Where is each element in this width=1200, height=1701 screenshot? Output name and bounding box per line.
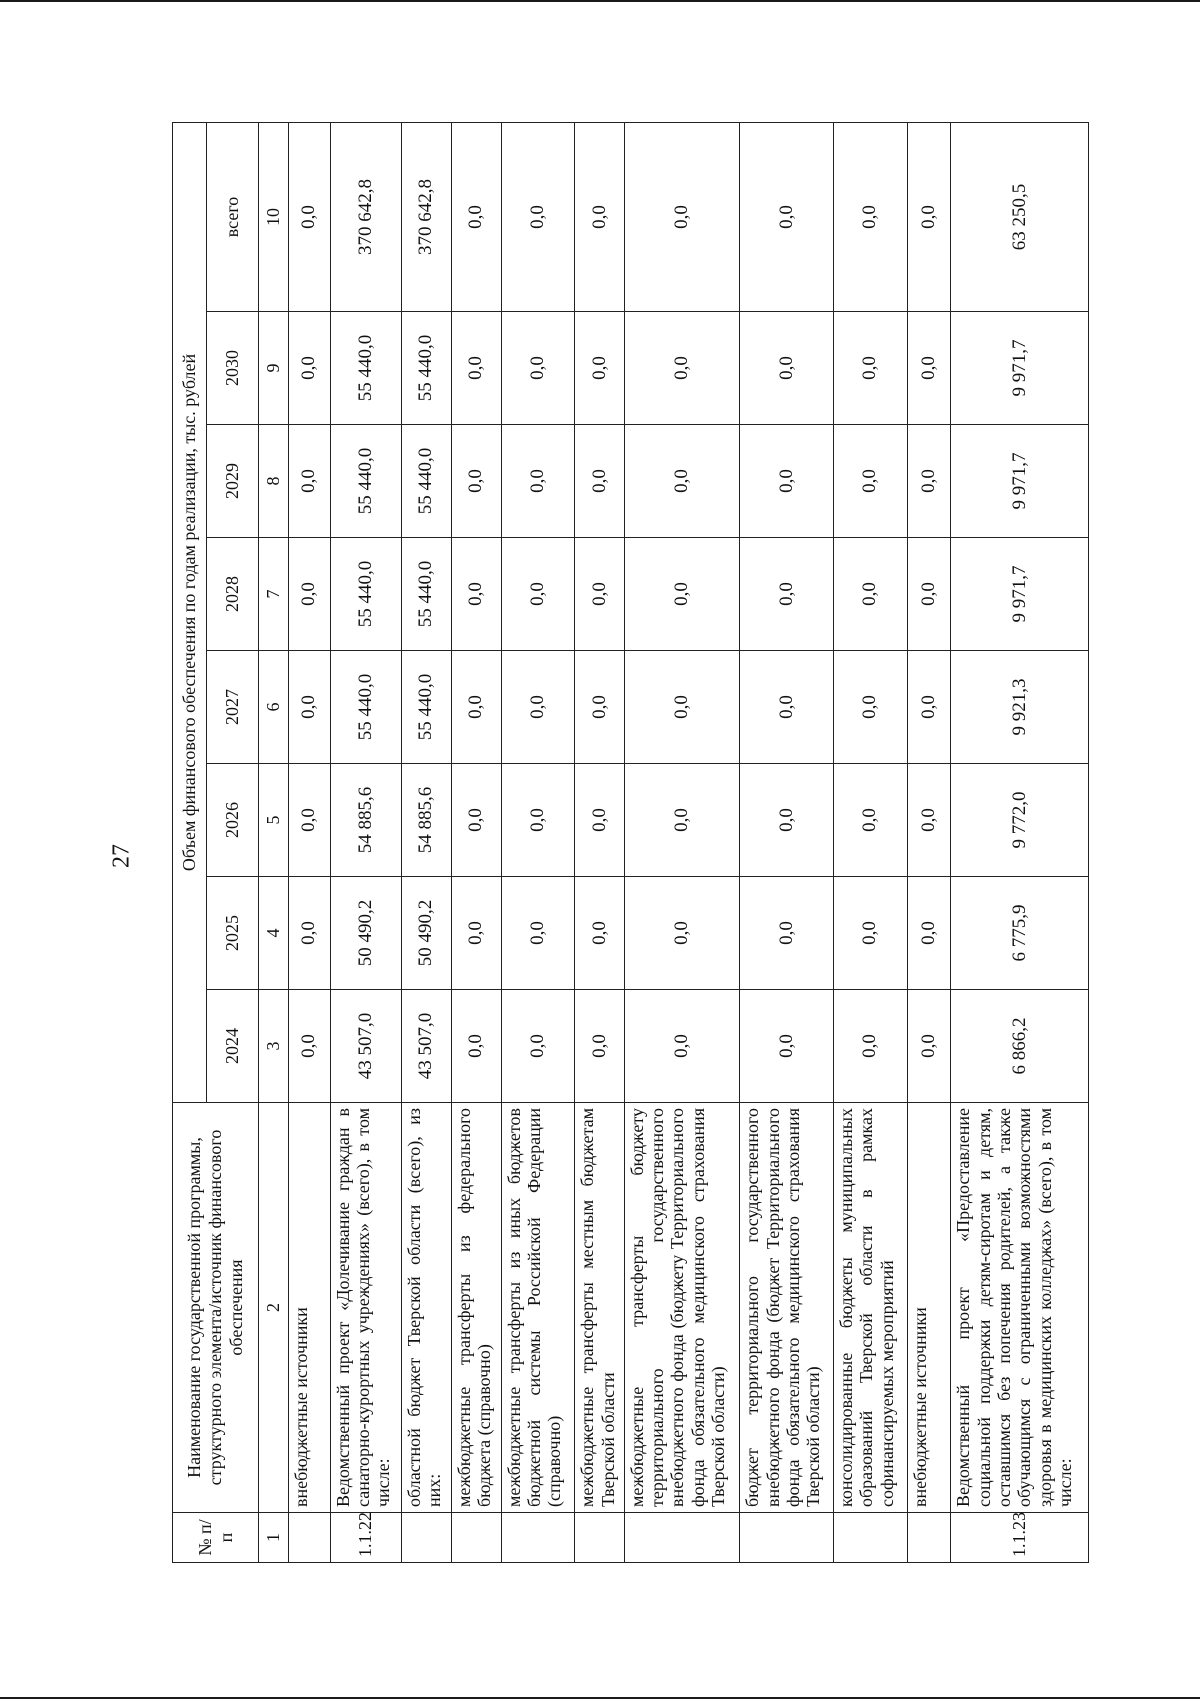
row-year-value: 0,0 — [740, 651, 834, 764]
row-total-value: 0,0 — [907, 122, 950, 311]
row-name: внебюджетные источники — [907, 1103, 950, 1513]
table-row — [740, 122, 834, 1562]
column-index: 3 — [259, 990, 289, 1103]
table-row — [907, 122, 950, 1562]
row-year-value: 9 921,3 — [951, 651, 1089, 764]
page-number: 27 — [108, 844, 135, 868]
header-year: 2024 — [207, 990, 259, 1103]
row-year-value: 54 885,6 — [330, 764, 402, 877]
row-name: межбюджетные трансферты из иных бюджетов бюджетной системы Российской Федерации (справочно) — [501, 1103, 575, 1513]
row-year-value: 0,0 — [501, 425, 575, 538]
row-total-value: 0,0 — [289, 122, 330, 311]
row-code — [289, 1513, 330, 1563]
row-code — [402, 1513, 452, 1563]
header-year: 2027 — [207, 651, 259, 764]
row-total-value: 0,0 — [834, 122, 908, 311]
header-number: № п/п — [173, 1513, 259, 1563]
row-year-value: 0,0 — [624, 877, 740, 990]
row-year-value: 0,0 — [575, 312, 625, 425]
row-year-value: 0,0 — [501, 651, 575, 764]
row-year-value: 0,0 — [740, 538, 834, 651]
row-year-value: 0,0 — [907, 990, 950, 1103]
row-year-value: 43 507,0 — [330, 990, 402, 1103]
header-year: 2025 — [207, 877, 259, 990]
row-year-value: 0,0 — [834, 764, 908, 877]
row-year-value: 55 440,0 — [402, 312, 452, 425]
row-year-value: 55 440,0 — [330, 538, 402, 651]
column-index: 8 — [259, 425, 289, 538]
row-year-value: 0,0 — [289, 425, 330, 538]
row-name: Ведомственный проект «Предоставление социальной поддержки детям-сиротам и детям, оставшимся без попечения родителей, а также обучающимся с ограниченными возможностями здоровья в медицинских колледжах» (всего), в том числе: — [951, 1103, 1089, 1513]
row-year-value: 0,0 — [501, 538, 575, 651]
row-code — [451, 1513, 501, 1563]
row-code — [575, 1513, 625, 1563]
financing-table-rotated — [172, 123, 1089, 1563]
table-row — [575, 122, 625, 1562]
row-name: Ведомственный проект «Долечивание граждан в санаторно-курортных учреждениях» (всего), в том числе: — [330, 1103, 402, 1513]
row-year-value: 0,0 — [907, 764, 950, 877]
header-financing-group: Объем финансового обеспечения по годам реализации, тыс. рублей — [173, 122, 207, 1102]
row-year-value: 0,0 — [834, 425, 908, 538]
table-row — [624, 122, 740, 1562]
row-year-value: 6 775,9 — [951, 877, 1089, 990]
row-year-value: 55 440,0 — [330, 651, 402, 764]
column-index: 4 — [259, 877, 289, 990]
row-year-value: 0,0 — [834, 990, 908, 1103]
column-index: 5 — [259, 764, 289, 877]
row-year-value: 6 866,2 — [951, 990, 1089, 1103]
scan-edge-bottom — [0, 1697, 1200, 1699]
table-row — [451, 122, 501, 1562]
row-year-value: 0,0 — [501, 877, 575, 990]
row-year-value: 0,0 — [289, 538, 330, 651]
row-code — [834, 1513, 908, 1563]
header-year: 2029 — [207, 425, 259, 538]
row-year-value: 0,0 — [834, 651, 908, 764]
row-year-value: 0,0 — [624, 764, 740, 877]
row-year-value: 0,0 — [740, 877, 834, 990]
column-index: 2 — [259, 1103, 289, 1513]
row-year-value: 0,0 — [451, 312, 501, 425]
row-total-value: 0,0 — [740, 122, 834, 311]
row-code — [624, 1513, 740, 1563]
row-year-value: 55 440,0 — [402, 425, 452, 538]
table-body — [259, 122, 1089, 1562]
row-year-value: 0,0 — [289, 877, 330, 990]
row-year-value: 0,0 — [575, 990, 625, 1103]
row-year-value: 43 507,0 — [402, 990, 452, 1103]
column-index-row — [259, 122, 289, 1562]
row-year-value: 0,0 — [289, 651, 330, 764]
row-year-value: 0,0 — [289, 312, 330, 425]
row-year-value: 50 490,2 — [330, 877, 402, 990]
header-year: 2030 — [207, 312, 259, 425]
row-year-value: 0,0 — [740, 990, 834, 1103]
row-code: 1.1.22 — [330, 1513, 402, 1563]
row-year-value: 0,0 — [740, 312, 834, 425]
row-year-value: 0,0 — [834, 312, 908, 425]
row-total-value: 0,0 — [624, 122, 740, 311]
row-year-value: 0,0 — [907, 425, 950, 538]
row-year-value: 0,0 — [501, 990, 575, 1103]
row-name: межбюджетные трансферты местным бюджетам Тверской области — [575, 1103, 625, 1513]
row-year-value: 9 971,7 — [951, 425, 1089, 538]
row-year-value: 0,0 — [740, 764, 834, 877]
column-index: 9 — [259, 312, 289, 425]
row-year-value: 0,0 — [575, 651, 625, 764]
row-year-value: 0,0 — [451, 764, 501, 877]
row-year-value: 0,0 — [907, 538, 950, 651]
row-year-value: 54 885,6 — [402, 764, 452, 877]
row-year-value: 0,0 — [289, 764, 330, 877]
row-year-value: 9 772,0 — [951, 764, 1089, 877]
row-year-value: 55 440,0 — [330, 425, 402, 538]
row-code — [907, 1513, 950, 1563]
row-name: областной бюджет Тверской области (всего), из них: — [402, 1103, 452, 1513]
table-row — [501, 122, 575, 1562]
row-year-value: 0,0 — [834, 877, 908, 990]
header-total: всего — [207, 122, 259, 311]
row-year-value: 0,0 — [575, 538, 625, 651]
row-year-value: 0,0 — [907, 312, 950, 425]
row-name: внебюджетные источники — [289, 1103, 330, 1513]
row-year-value: 9 971,7 — [951, 312, 1089, 425]
row-total-value: 0,0 — [575, 122, 625, 311]
row-name: консолидированные бюджеты муниципальных образований Тверской области в рамках софинансируемых мероприятий — [834, 1103, 908, 1513]
row-year-value: 0,0 — [907, 651, 950, 764]
row-year-value: 0,0 — [624, 651, 740, 764]
row-total-value: 63 250,5 — [951, 122, 1089, 311]
table-row — [330, 122, 402, 1562]
row-name: бюджет территориального государственного внебюджетного фонда (бюджет Территориального фонда обязательного медицинского страхования Тверской области) — [740, 1103, 834, 1513]
row-total-value: 370 642,8 — [330, 122, 402, 311]
row-year-value: 0,0 — [451, 651, 501, 764]
row-year-value: 0,0 — [451, 425, 501, 538]
row-year-value: 0,0 — [575, 877, 625, 990]
row-year-value: 0,0 — [575, 425, 625, 538]
row-code: 1.1.23 — [951, 1513, 1089, 1563]
header-name: Наименование государственной программы, структурного элемента/источник финансового обеспечения — [173, 1103, 259, 1513]
row-year-value: 0,0 — [907, 877, 950, 990]
header-year: 2026 — [207, 764, 259, 877]
row-year-value: 0,0 — [501, 764, 575, 877]
column-index: 1 — [259, 1513, 289, 1563]
table-row — [289, 122, 330, 1562]
row-code — [740, 1513, 834, 1563]
row-year-value: 0,0 — [624, 990, 740, 1103]
row-total-value: 370 642,8 — [402, 122, 452, 311]
row-name: межбюджетные трансферты бюджету территориального государственного внебюджетного фонда (бюджету Территориального фонда обязательного медицинского страхования Тверской области) — [624, 1103, 740, 1513]
row-year-value: 0,0 — [451, 877, 501, 990]
financing-table — [172, 122, 1089, 1563]
row-code — [501, 1513, 575, 1563]
row-year-value: 0,0 — [501, 312, 575, 425]
row-year-value: 0,0 — [740, 425, 834, 538]
row-total-value: 0,0 — [501, 122, 575, 311]
table-row — [402, 122, 452, 1562]
row-year-value: 55 440,0 — [330, 312, 402, 425]
header-year: 2028 — [207, 538, 259, 651]
row-year-value: 0,0 — [451, 990, 501, 1103]
row-year-value: 9 971,7 — [951, 538, 1089, 651]
row-year-value: 0,0 — [834, 538, 908, 651]
row-year-value: 0,0 — [575, 764, 625, 877]
row-year-value: 0,0 — [624, 425, 740, 538]
row-year-value: 0,0 — [624, 312, 740, 425]
row-year-value: 0,0 — [289, 990, 330, 1103]
row-year-value: 0,0 — [451, 538, 501, 651]
row-name: межбюджетные трансферты из федерального бюджета (справочно) — [451, 1103, 501, 1513]
column-index: 6 — [259, 651, 289, 764]
row-year-value: 50 490,2 — [402, 877, 452, 990]
column-index: 10 — [259, 122, 289, 311]
column-index: 7 — [259, 538, 289, 651]
row-year-value: 0,0 — [624, 538, 740, 651]
row-year-value: 55 440,0 — [402, 651, 452, 764]
scan-edge-top — [0, 0, 1200, 2]
row-year-value: 55 440,0 — [402, 538, 452, 651]
table-row — [834, 122, 908, 1562]
table-row — [951, 122, 1089, 1562]
row-total-value: 0,0 — [451, 122, 501, 311]
